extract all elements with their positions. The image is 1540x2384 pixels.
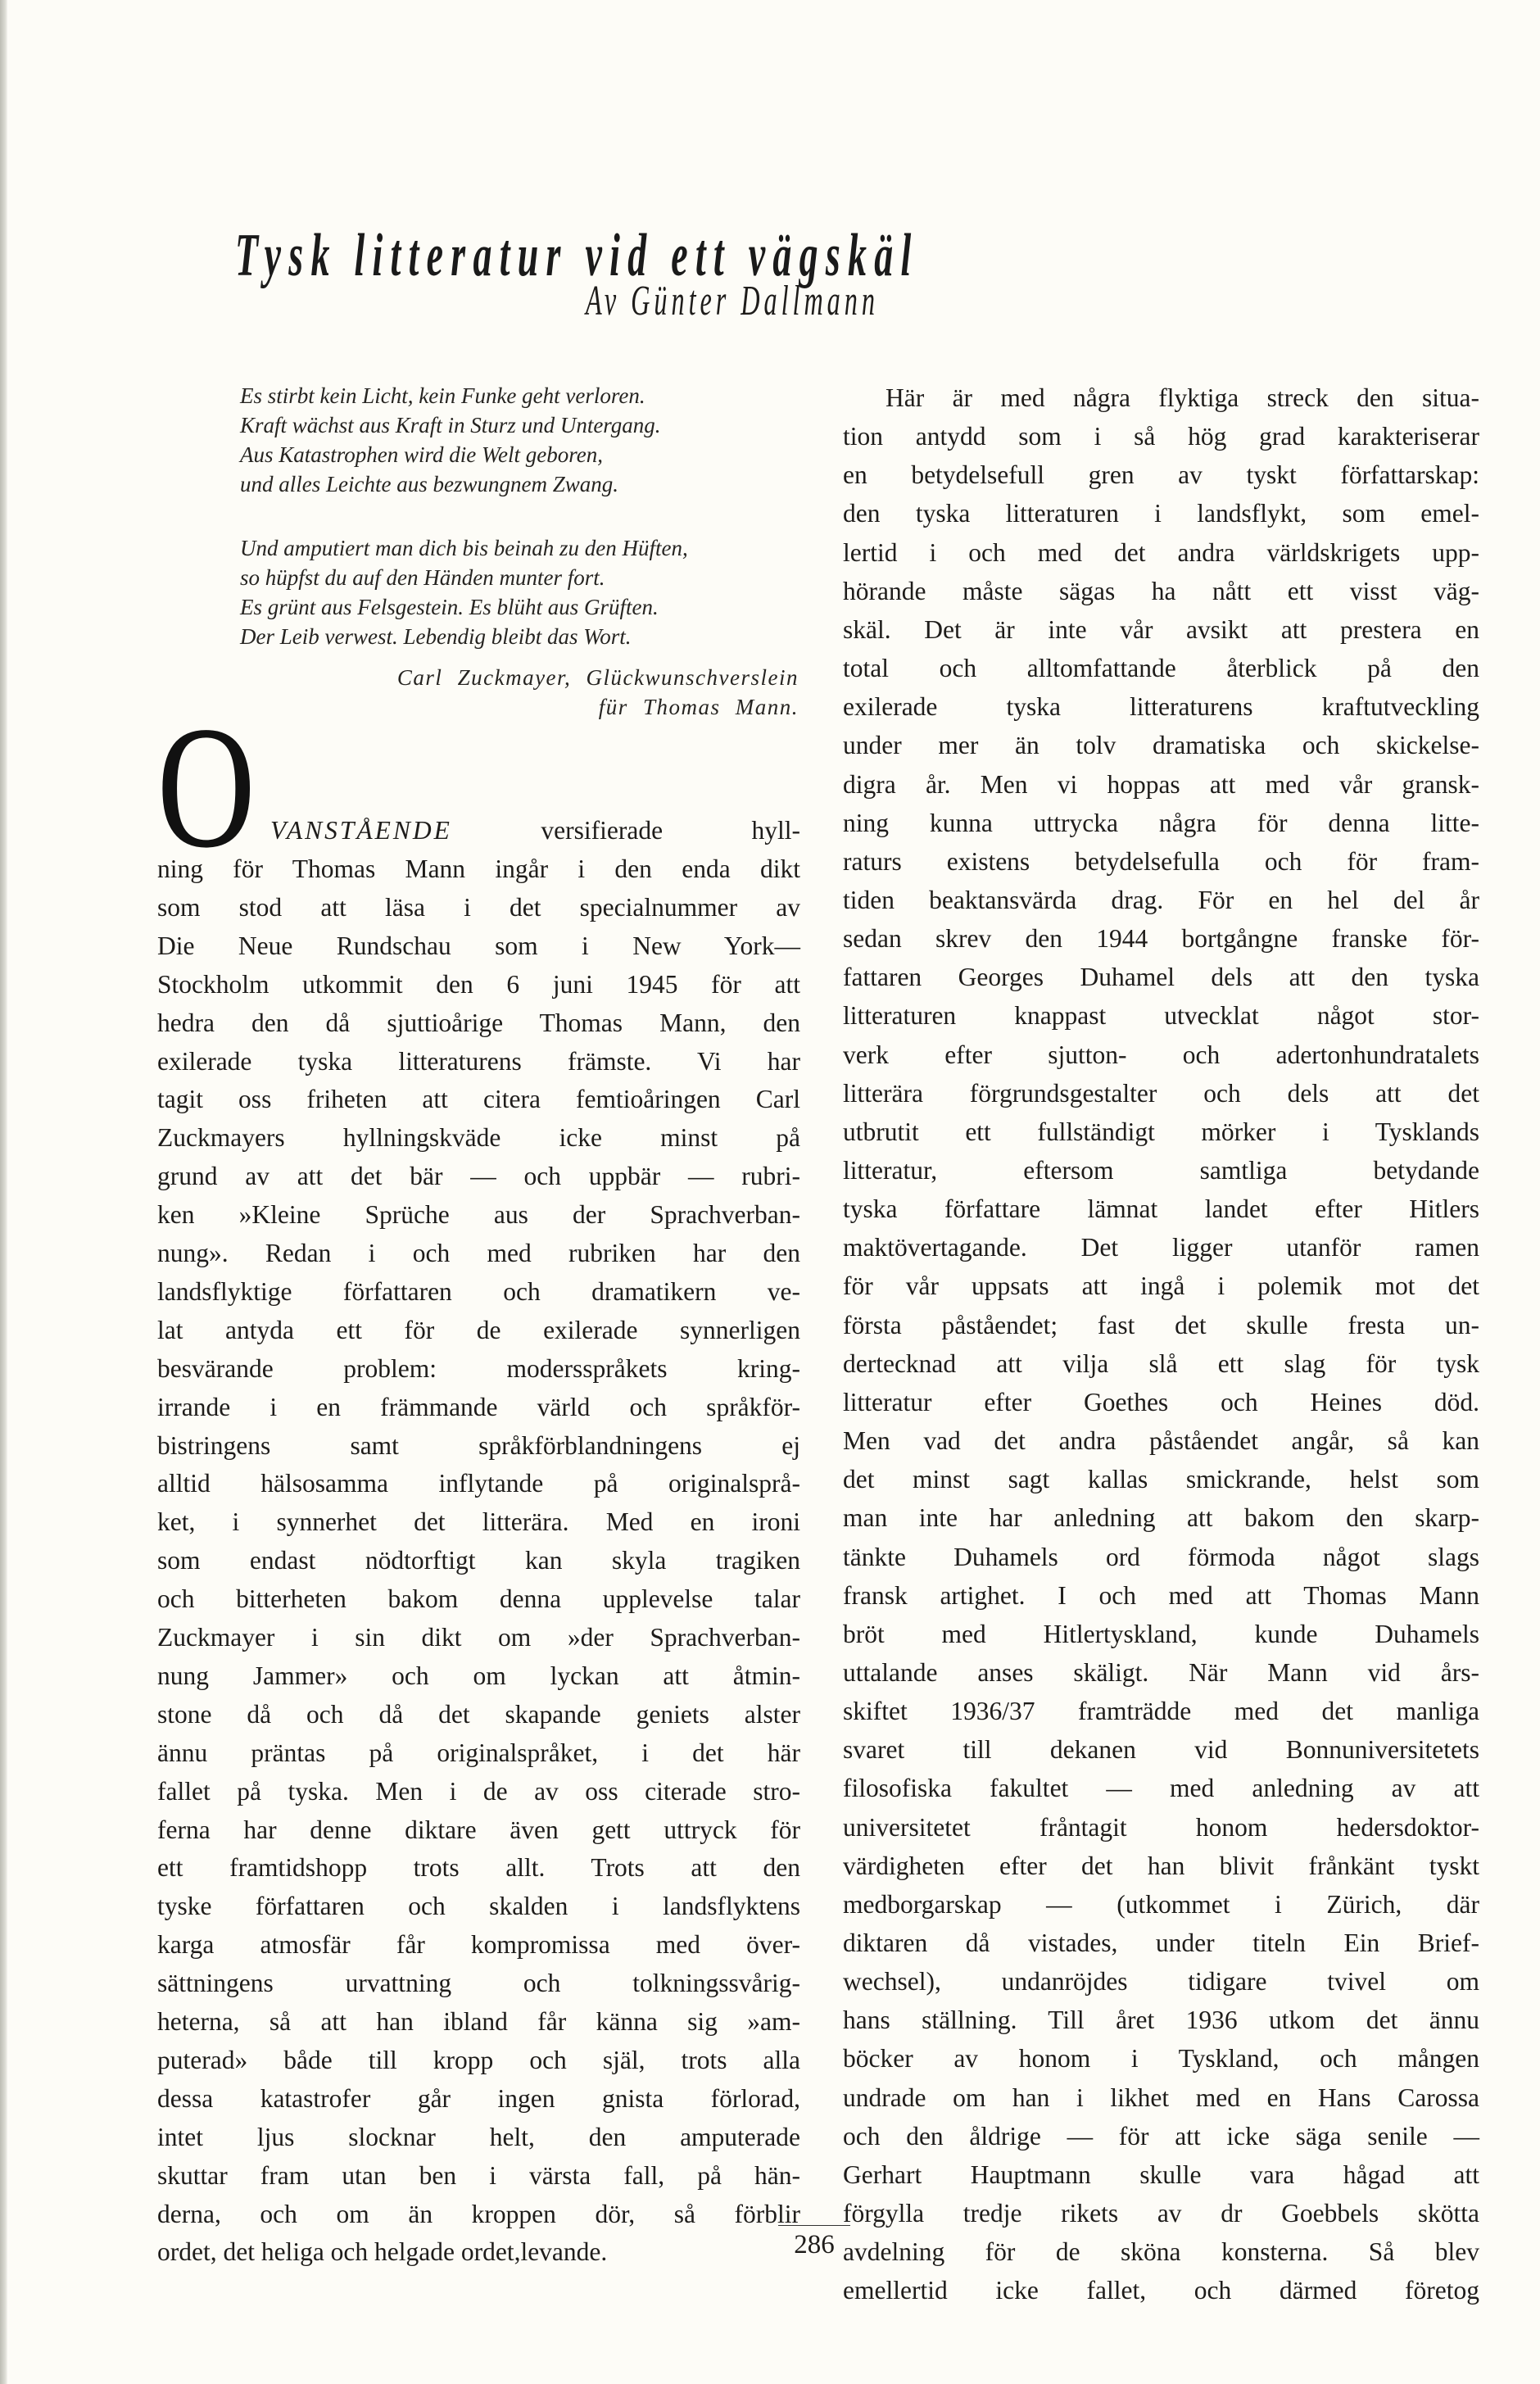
epigraph-line: Aus Katastrophen wird die Welt geboren, xyxy=(240,442,603,467)
body-line: tyska författare lämnat landet efter Hitlers xyxy=(843,1194,1479,1224)
body-line: verk efter sjutton- och adertonhundratalets xyxy=(843,1040,1479,1069)
body-line: ken »Kleine Sprüche aus der Sprachverban- xyxy=(157,1200,800,1230)
body-line: som endast nödtorftigt kan skyla tragiken xyxy=(157,1546,800,1575)
body-line: hörande måste sägas ha nått ett visst väg- xyxy=(843,576,1479,605)
epigraph-line: so hüpfst du auf den Händen munter fort. xyxy=(240,565,605,590)
body-line: puterad» både till kropp och själ, trots alla xyxy=(157,2045,800,2074)
body-line: för vår uppsats att ingå i polemik mot det xyxy=(843,1271,1479,1301)
body-line: litterära förgrundsgestalter och dels att det xyxy=(843,1078,1479,1108)
body-line: uttalande anses skäligt. När Mann vid års- xyxy=(843,1657,1479,1687)
page-number-rule xyxy=(778,2225,850,2226)
epigraph-line: Der Leib verwest. Lebendig bleibt das Wort. xyxy=(240,624,632,649)
body-line: maktövertagande. Det ligger utanför ramen xyxy=(843,1233,1479,1262)
body-line: skäl. Det är inte vår avsikt att prestera en xyxy=(843,614,1479,644)
body-line: Zuckmayer i sin dikt om »der Sprachverban- xyxy=(157,1623,800,1652)
epigraph-attribution: für Thomas Mann. xyxy=(598,695,799,719)
body-line: och den åldrige — för att icke säga senile — xyxy=(843,2121,1479,2151)
body-line: man inte har anledning att bakom den skarp- xyxy=(843,1503,1479,1533)
body-line: bröt med Hitlertyskland, kunde Duhamels xyxy=(843,1619,1479,1648)
body-column-left xyxy=(157,0,800,2384)
body-line: hedra den då sjuttioårige Thomas Mann, den xyxy=(157,1008,800,1037)
body-text: versifierade hyll- xyxy=(541,816,801,845)
body-line: ket, i synnerhet det litterära. Med en ironi xyxy=(157,1507,800,1537)
body-line: lat antyda ett för de exilerade synnerligen xyxy=(157,1315,800,1344)
body-line: värdigheten efter det han blivit frånkänt tyskt xyxy=(843,1851,1479,1880)
body-line: karga atmosfär får kompromissa med över- xyxy=(157,1930,800,1960)
body-line: derna, och om än kroppen dör, så förblir xyxy=(157,2199,800,2228)
body-line: alltid hälsosamma inflytande på originalsprå- xyxy=(157,1469,800,1498)
body-line: Zuckmayers hyllningskväde icke minst på xyxy=(157,1123,800,1153)
body-line: irrande i en främmande värld och språkför- xyxy=(157,1392,800,1421)
body-line: heterna, så att han ibland får känna sig »am- xyxy=(157,2007,800,2036)
body-line: svaret till dekanen vid Bonnuniversitetets xyxy=(843,1735,1479,1765)
article-byline: Av Günter Dallmann xyxy=(586,278,879,324)
epigraph-line: Es stirbt kein Licht, kein Funke geht verloren. xyxy=(240,383,645,408)
body-line: digra år. Men vi hoppas att med vår gransk- xyxy=(843,769,1479,799)
drop-cap: O xyxy=(157,691,256,883)
body-line: litteratur efter Goethes och Heines död. xyxy=(843,1387,1479,1416)
body-line: grund av att det bär — och uppbär — rubri- xyxy=(157,1162,800,1191)
body-line: fallet på tyska. Men i de av oss citerade stro- xyxy=(157,1776,800,1806)
body-line: dessa katastrofer går ingen gnista förlorad, xyxy=(157,2083,800,2113)
body-line: sedan skrev den 1944 bortgångne franske för- xyxy=(843,924,1479,954)
body-line: förgylla tredje rikets av dr Goebbels skötta xyxy=(843,2199,1479,2228)
body-line: utbrutit ett fullständigt mörker i Tysklands xyxy=(843,1117,1479,1146)
body-line: avdelning för de sköna konsterna. Så blev xyxy=(843,2237,1479,2267)
body-column-right xyxy=(843,0,1479,2384)
body-line: under mer än tolv dramatiska och skickelse- xyxy=(843,731,1479,760)
body-line: ordet, det heliga och helgade ordet,levande. xyxy=(157,2237,608,2267)
body-line: emellertid icke fallet, och därmed företog xyxy=(843,2276,1479,2305)
body-line: ett framtidshopp trots allt. Trots att den xyxy=(157,1853,800,1883)
body-line: Stockholm utkommit den 6 juni 1945 för att xyxy=(157,969,800,999)
body-line: exilerade tyska litteraturens främste. Vi har xyxy=(157,1046,800,1076)
body-line: en betydelsefull gren av tyskt författarskap: xyxy=(843,460,1479,490)
body-line: Gerhart Hauptmann skulle vara hågad att xyxy=(843,2160,1479,2189)
body-line: och bitterheten bakom denna upplevelse talar xyxy=(157,1584,800,1614)
body-line: det minst sagt kallas smickrande, helst som xyxy=(843,1465,1479,1494)
epigraph-line: und alles Leichte aus bezwungnem Zwang. xyxy=(240,472,618,496)
body-line: Men vad det andra påståendet angår, så kan xyxy=(843,1426,1479,1456)
body-line: nung Jammer» och om lyckan att åtmin- xyxy=(157,1661,800,1690)
body-line: tion antydd som i så hög grad karakteriserar xyxy=(843,422,1479,451)
body-line: Die Neue Rundschau som i New York— xyxy=(157,931,800,960)
article-title: Tysk litteratur vid ett vägskäl xyxy=(235,221,919,289)
body-line: skuttar fram utan ben i värsta fall, på hän- xyxy=(157,2160,800,2190)
body-line: landsflyktige författaren och dramatikern ve- xyxy=(157,1276,800,1306)
body-line: medborgarskap — (utkommet i Zürich, där xyxy=(843,1889,1479,1919)
body-line: den tyska litteraturen i landsflykt, som emel- xyxy=(843,499,1479,528)
body-line: ning för Thomas Mann ingår i den enda dikt xyxy=(157,854,800,883)
page-number: 286 xyxy=(794,2230,835,2259)
body-line: tiden beaktansvärda drag. För en hel del år xyxy=(843,885,1479,914)
body-line: bistringens samt språkförblandningens ej xyxy=(157,1430,800,1460)
body-line: fransk artighet. I och med att Thomas Mann xyxy=(843,1580,1479,1610)
body-line: diktaren då vistades, under titeln Ein Brief- xyxy=(843,1929,1479,1957)
epigraph-line: Es grünt aus Felsgestein. Es blüht aus Grüften. xyxy=(240,595,659,619)
body-line: böcker av honom i Tyskland, och mången xyxy=(843,2044,1479,2074)
body-line: exilerade tyska litteraturens kraftutveckling xyxy=(843,692,1479,722)
body-line: tyske författaren och skalden i landsflyktens xyxy=(157,1892,800,1921)
body-line: tänkte Duhamels ord förmoda något slags xyxy=(843,1542,1479,1571)
smallcaps-lead: VANSTÅENDE xyxy=(270,816,452,845)
body-line: hans ställning. Till året 1936 utkom det ännu xyxy=(843,2006,1479,2035)
body-line: intet ljus slocknar helt, den amputerade xyxy=(157,2122,800,2151)
body-line: Här är med några flyktiga streck den situa- xyxy=(886,383,1479,412)
body-line: ferna har denne diktare även gett uttryck för xyxy=(157,1815,800,1844)
body-line: total och alltomfattande återblick på den xyxy=(843,654,1479,683)
body-line: besvärande problem: modersspråkets kring- xyxy=(157,1353,800,1383)
scan-edge-strip xyxy=(0,0,7,2384)
body-line: första påståendet; fast det skulle fresta un- xyxy=(843,1310,1479,1339)
body-line: lertid i och med det andra världskrigets upp- xyxy=(843,537,1479,567)
epigraph-attribution: Carl Zuckmayer, Glückwunschverslein xyxy=(396,665,799,690)
body-line: raturs existens betydelsefulla och för fram- xyxy=(843,846,1479,876)
epigraph-line: Kraft wächst aus Kraft in Sturz und Untergang. xyxy=(240,413,661,437)
body-line: som stod att läsa i det specialnummer av xyxy=(157,892,800,922)
body-line: fattaren Georges Duhamel dels att den tyska xyxy=(843,963,1479,992)
body-line: sättningens urvattning och tolkningssvårig- xyxy=(157,1969,800,1998)
body-line: ännu präntas på originalspråket, i det här xyxy=(157,1738,800,1767)
body-line: stone då och då det skapande geniets alster xyxy=(157,1699,800,1729)
epigraph-line: Und amputiert man dich bis beinah zu den Hüften, xyxy=(240,536,688,560)
body-line: litteratur, eftersom samtliga betydande xyxy=(843,1156,1479,1185)
body-line: tagit oss friheten att citera femtioåringen Carl xyxy=(157,1085,800,1114)
body-line: universitetet fråntagit honom hedersdoktor- xyxy=(843,1812,1479,1842)
body-line-first xyxy=(270,814,800,847)
body-line: skiftet 1936/37 framträdde med det manliga xyxy=(843,1697,1479,1726)
body-line: dertecknad att vilja slå ett slag för tysk xyxy=(843,1348,1479,1378)
body-line: ning kunna uttrycka några för denna litte- xyxy=(843,808,1479,837)
body-line: filosofiska fakultet — med anledning av att xyxy=(843,1774,1479,1803)
body-line: nung». Redan i och med rubriken har den xyxy=(157,1239,800,1267)
body-line: wechsel), undanröjdes tidigare tvivel om xyxy=(843,1967,1479,1996)
body-line: litteraturen knappast utvecklat något stor- xyxy=(843,1001,1479,1031)
body-line: undrade om han i likhet med en Hans Carossa xyxy=(843,2083,1479,2112)
